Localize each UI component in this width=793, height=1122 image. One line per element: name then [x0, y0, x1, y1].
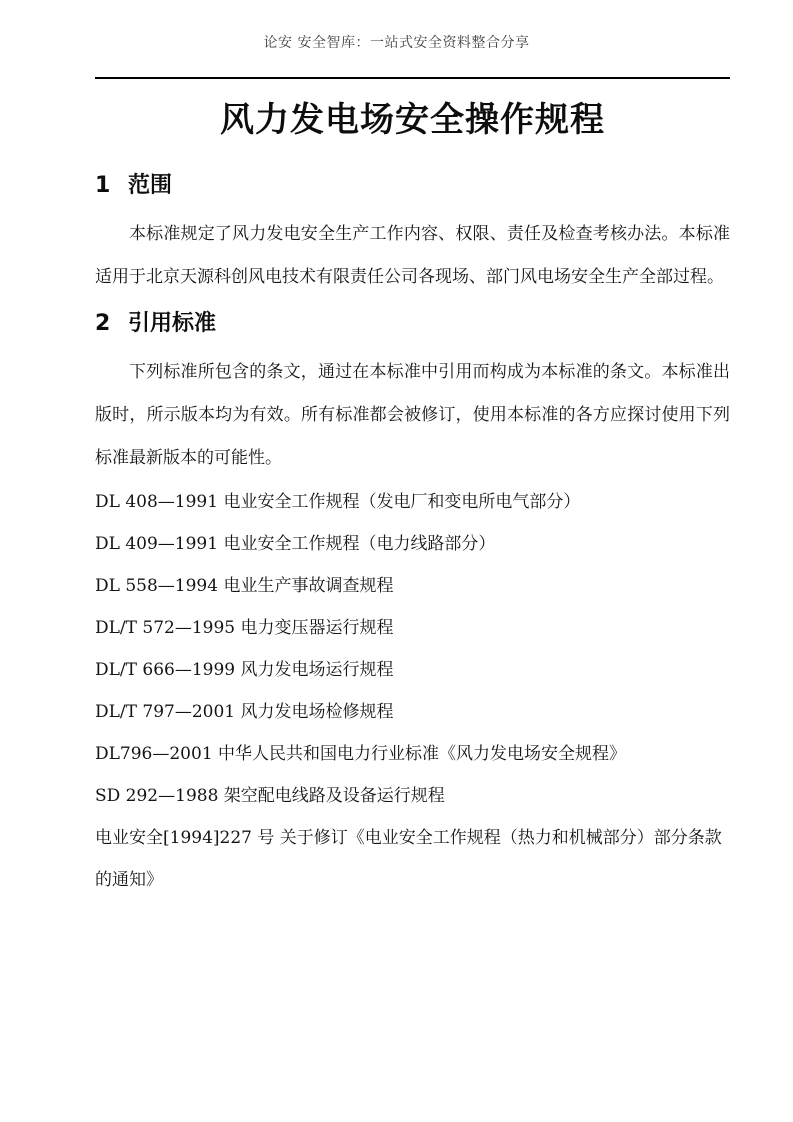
reference-standard-line: DL/T 666—1999 风力发电场运行规程 — [95, 660, 394, 680]
reference-standard-line: 电业安全[1994]227 号 关于修订《电业安全工作规程（热力和机械部分）部分条款的通知》 — [95, 828, 722, 890]
reference-standards-list — [95, 481, 730, 901]
section-heading-references — [95, 311, 730, 337]
section-number: 1 — [95, 173, 111, 198]
reference-standard-line: DL 558—1994 电业生产事故调查规程 — [95, 576, 394, 596]
document-title: 风力发电场安全操作规程 — [220, 100, 605, 140]
section-number: 2 — [95, 311, 111, 336]
document-body — [95, 173, 730, 901]
page-header-watermark: 论安 安全智库：一站式安全资料整合分享 — [263, 35, 530, 51]
reference-standard-line: DL/T 797—2001 风力发电场检修规程 — [95, 702, 394, 722]
section-heading-label: 范围 — [128, 173, 173, 198]
reference-standard-line: SD 292—1988 架空配电线路及设备运行规程 — [95, 786, 445, 806]
header-divider-line — [95, 77, 730, 79]
reference-standard-line: DL796—2001 中华人民共和国电力行业标准《风力发电场安全规程》 — [95, 744, 627, 764]
reference-standard-line: DL/T 572—1995 电力变压器运行规程 — [95, 618, 394, 638]
section-heading-scope — [95, 173, 730, 199]
paragraph-scope: 本标准规定了风力发电安全生产工作内容、权限、责任及检查考核办法。本标准适用于北京天源科创风电技术有限责任公司各现场、部门风电场安全生产全部过程。 — [95, 224, 730, 287]
section-heading-label: 引用标准 — [128, 311, 217, 336]
reference-standard-line: DL 408—1991 电业安全工作规程（发电厂和变电所电气部分） — [95, 492, 581, 512]
reference-standard-line: DL 409—1991 电业安全工作规程（电力线路部分） — [95, 534, 496, 554]
paragraph-references-intro: 下列标准所包含的条文，通过在本标准中引用而构成为本标准的条文。本标准出版时，所示版本均为有效。所有标准都会被修订，使用本标准的各方应探讨使用下列标准最新版本的可能性。 — [95, 362, 730, 468]
